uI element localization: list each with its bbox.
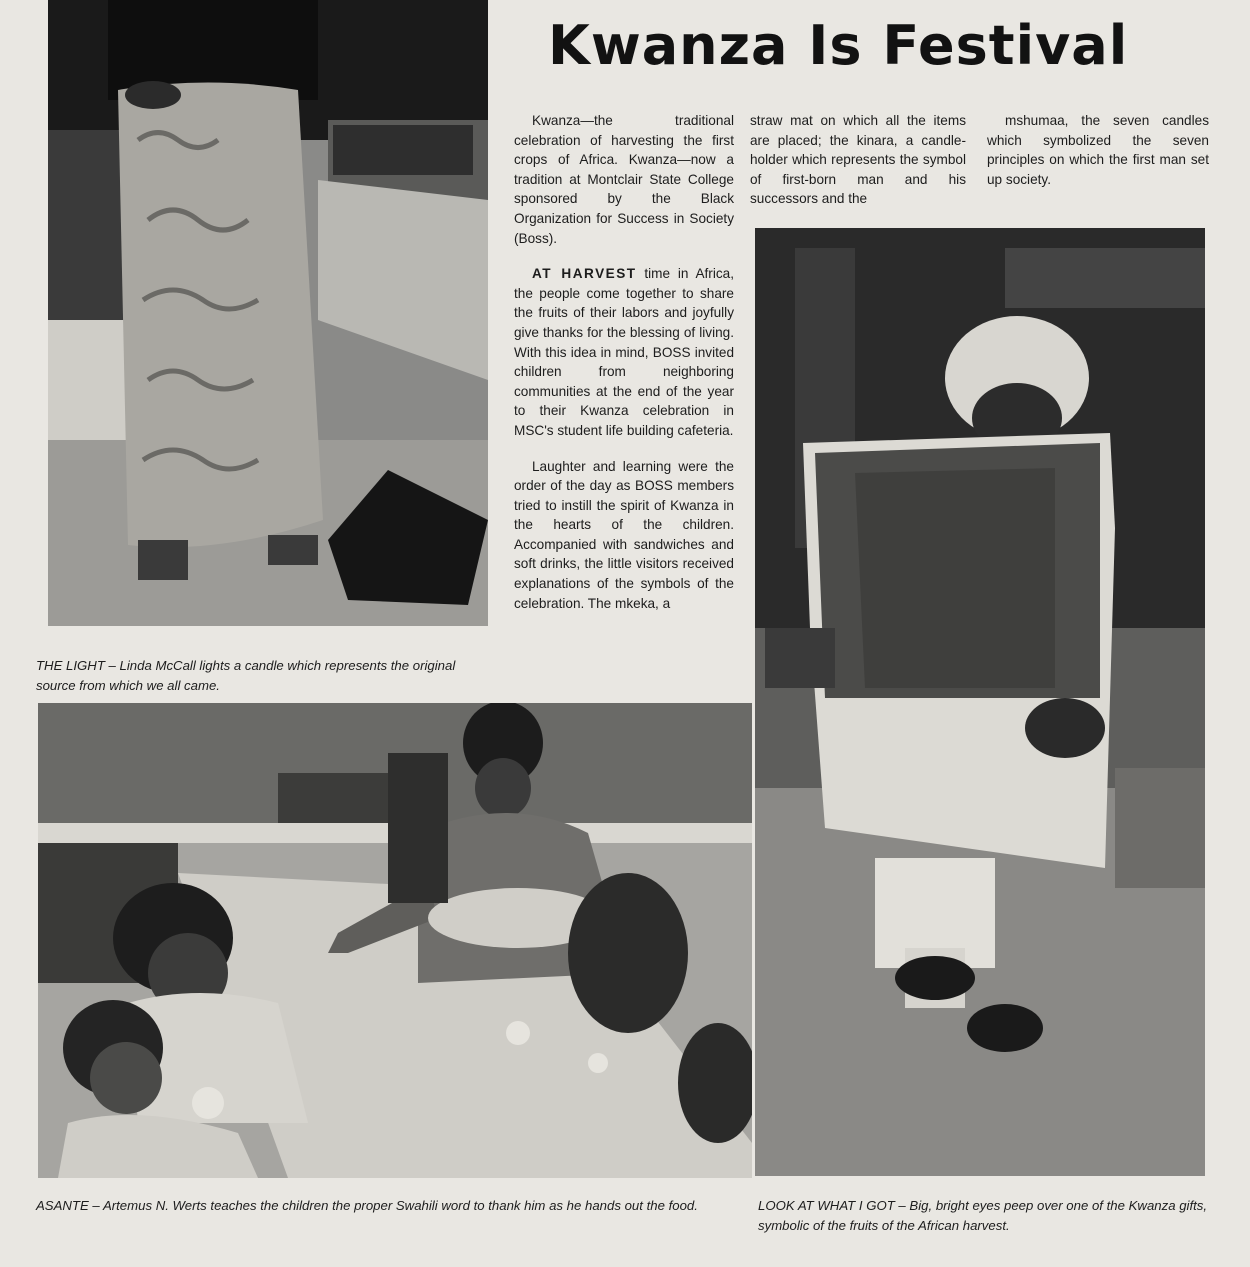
article-column-3-text: mshumaa, the seven candles which symbolized the seven principles on which the first man set up society. — [987, 113, 1209, 187]
caption-look-at-what-i-got-body: – Big, bright eyes peep over one of the Kwanza gifts, symbolic of the fruits of the African harvest. — [758, 1198, 1208, 1233]
caption-the-light — [36, 656, 498, 696]
article-paragraph-2-lead: AT HARVEST — [532, 266, 637, 282]
article-column-1 — [514, 111, 734, 629]
caption-the-light-body: – Linda McCall lights a candle which represents the original source from which we all came. — [36, 658, 456, 693]
article-paragraph-3: Laughter and learning were the order of the day as BOSS members tried to instill the spirit of Kwanza in the hearts of the children. Accompanied with sandwiches and soft drinks, the little visitors received explanations of the symbols of the celebration. The mkeka, a — [514, 458, 734, 611]
article-paragraph-1: Kwanza—the traditional celebration of harvesting the first crops of Africa. Kwanza—now a tradition at Montclair State College sponsored by the Black Organization for Success in Society (Boss). — [514, 113, 734, 246]
caption-look-at-what-i-got — [758, 1196, 1228, 1236]
caption-asante — [36, 1196, 726, 1216]
photo-child-with-gift — [755, 228, 1205, 1176]
caption-the-light-lead: THE LIGHT — [36, 658, 105, 673]
caption-asante-lead: ASANTE — [36, 1198, 89, 1213]
caption-asante-body: – Artemus N. Werts teaches the children the proper Swahili word to thank him as he hands out the food. — [88, 1198, 698, 1213]
photo-man-serving-children — [38, 703, 752, 1178]
article-paragraph-2-body: time in Africa, the people come together to share the fruits of their labors and joyfully give thanks for the blessing of living. With this idea in mind, BOSS invited children from neighboring communities at the end of the year to their Kwanza celebration in MSC's student life building cafeteria. — [514, 266, 734, 438]
photo-woman-lighting-candle — [48, 0, 488, 626]
caption-look-at-what-i-got-lead: LOOK AT WHAT I GOT — [758, 1198, 895, 1213]
article-column-2-text: straw mat on which all the items are placed; the kinara, a candle-holder which represents the symbol of first-born man and his successors and the — [750, 113, 966, 207]
article-column-2 — [750, 111, 966, 225]
headline: Kwanza Is Festival — [548, 14, 1129, 77]
article-column-3 — [987, 111, 1209, 205]
